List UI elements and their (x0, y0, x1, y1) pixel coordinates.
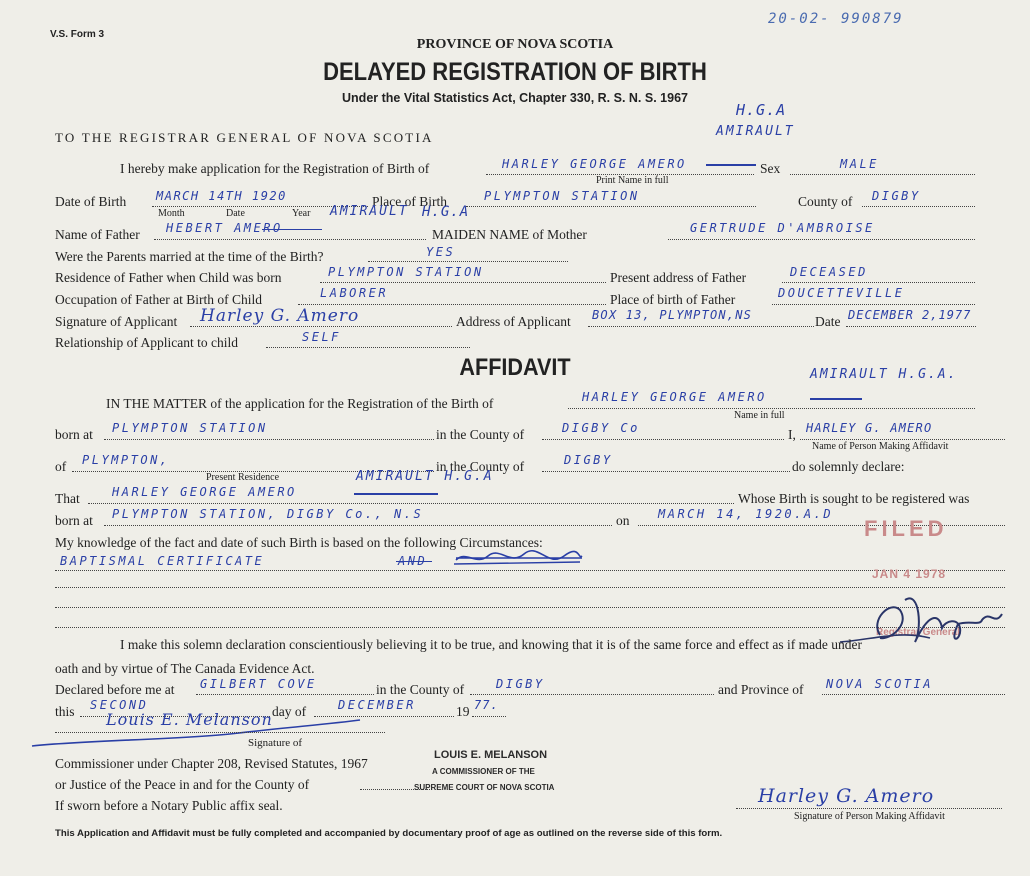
date-value: DECEMBER 2,1977 (848, 308, 972, 322)
county-field (862, 206, 975, 207)
month-field (314, 716, 454, 717)
married-label: Were the Parents married at the time of the Birth? (55, 249, 324, 264)
present-addr-value: DECEASED (790, 265, 868, 279)
pob-value: PLYMPTON STATION (484, 189, 640, 203)
year-prefix: 19 (456, 704, 470, 719)
page-subtitle: Under the Vital Statistics Act, Chapter 330, R. S. N. S. 1967 (342, 91, 688, 105)
pob-label: Place of Birth (372, 194, 447, 209)
father-birthplace-field (772, 304, 975, 305)
signature-field (190, 326, 452, 327)
i-label: I, (788, 427, 796, 442)
county2-value: DIGBY (564, 453, 613, 467)
that-strike (354, 493, 438, 495)
res-father-value: PLYMPTON STATION (328, 265, 484, 279)
circumstances-strike (396, 561, 432, 562)
form-number: V.S. Form 3 (50, 29, 105, 40)
scribble-icon (454, 546, 584, 570)
circumstances-line-1 (55, 570, 1005, 571)
circumstances-value: BAPTISMAL CERTIFICATE (60, 554, 265, 568)
circumstances-struck: AND (398, 554, 428, 568)
affidavit-heading: AFFIDAVIT (459, 354, 571, 381)
dob-label: Date of Birth (55, 194, 127, 209)
whose-label: Whose Birth is sought to be registered was (738, 491, 970, 506)
born-at2-value: PLYMPTON STATION, DIGBY Co., N.S (112, 507, 424, 521)
commissioner-flourish-icon (30, 718, 370, 752)
sex-field (790, 174, 975, 175)
father-initials: H.G.A (422, 204, 470, 220)
file-number: 20-02- 990879 (768, 11, 904, 27)
filed-stamp: FILED (864, 516, 948, 541)
declared-place-field (196, 694, 374, 695)
on-field (638, 525, 1005, 526)
present-addr-field (782, 282, 975, 283)
father-label: Name of Father (55, 227, 140, 242)
initials-top: H.G.A (736, 101, 787, 119)
sex-label: Sex (760, 161, 781, 176)
declaration-text-2: oath and by virtue of The Canada Evidence Act. (55, 661, 315, 676)
dob-value: MARCH 14TH 1920 (156, 189, 287, 203)
deponent-signature: Harley G. Amero (758, 785, 935, 807)
matter-correction: AMIRAULT H.G.A. (810, 367, 958, 382)
res-father-field (320, 282, 606, 283)
child-name-correction: AMIRAULT (716, 124, 795, 139)
born-at2-field (104, 525, 612, 526)
county2-label: in the County of (436, 459, 525, 474)
commissioner-signature: Louis E. Melanson (106, 710, 273, 729)
married-value: YES (426, 245, 456, 259)
footer-note: This Application and Affidavit must be fully completed and accompanied by documentary proof of age as outlined on the reverse side of this form. (55, 828, 723, 839)
commissioner-sig-line (55, 732, 385, 733)
born-at-field (104, 439, 434, 440)
commissioner-stamp-2: A COMMISSIONER OF THE (432, 767, 535, 776)
province-label: and Province of (718, 682, 804, 697)
matter-field (568, 408, 975, 409)
of-label: of (55, 459, 67, 474)
day-value: SECOND (90, 698, 149, 712)
father-birthplace-label: Place of birth of Father (610, 292, 736, 307)
signature-of-caption: Signature of (248, 737, 303, 749)
name-in-full-caption: Name in full (734, 410, 785, 421)
declared-place: GILBERT COVE (200, 677, 317, 691)
occupation-label: Occupation of Father at Birth of Child (55, 292, 262, 307)
matter-name: HARLEY GEORGE AMERO (582, 390, 767, 404)
this-label: this (55, 704, 75, 719)
that-value: HARLEY GEORGE AMERO (112, 485, 297, 499)
signature-label: Signature of Applicant (55, 314, 178, 329)
mother-value: GERTRUDE D'AMBROISE (690, 221, 875, 235)
county2-field (542, 471, 790, 472)
signature-value: Harley G. Amero (200, 306, 360, 326)
deponent-sig-line (736, 808, 1002, 809)
page-title: DELAYED REGISTRATION OF BIRTH (323, 58, 707, 86)
year-field (472, 716, 506, 717)
print-name-caption: Print Name in full (596, 175, 669, 186)
address-label: Address of Applicant (456, 314, 571, 329)
month-caption: Month (158, 208, 185, 219)
deponent-field (800, 439, 1005, 440)
relationship-field (266, 347, 470, 348)
matter-label: IN THE MATTER of the application for the Registration of the Birth of (106, 396, 494, 411)
father-field (154, 239, 426, 240)
father-birthplace-value: DOUCETTEVILLE (778, 286, 905, 300)
county-of-label: in the County of (436, 427, 525, 442)
that-correction: AMIRAULT H.G.A (356, 469, 494, 484)
year-value: 77. (474, 698, 499, 712)
father-correction: AMIRAULT (330, 204, 409, 219)
commissioner-stamp-3: SUPREME COURT OF NOVA SCOTIA (414, 783, 555, 792)
mother-field (668, 239, 975, 240)
father-value: HEBERT AMERO (166, 221, 283, 235)
date-caption: Date (226, 208, 245, 219)
province-heading: PROVINCE OF NOVA SCOTIA (416, 37, 614, 52)
occupation-field (298, 304, 606, 305)
res-father-label: Residence of Father when Child was born (55, 270, 282, 285)
county3-field (470, 694, 714, 695)
county-label: County of (798, 194, 853, 209)
province-field (822, 694, 1005, 695)
commissioner-line: Commissioner under Chapter 208, Revised Statutes, 1967 (55, 756, 368, 771)
deponent-name: HARLEY G. AMERO (806, 421, 933, 435)
occupation-value: LABORER (320, 286, 389, 300)
child-name-strike (706, 164, 756, 166)
of-value: PLYMPTON, (82, 453, 170, 467)
month-value: DECEMBER (338, 698, 416, 712)
county-value: DIGBY (872, 189, 921, 203)
on-label: on (616, 513, 630, 528)
matter-strike (810, 398, 862, 400)
justice-line: or Justice of the Peace in and for the County of (55, 777, 310, 792)
declared-label: Declared before me at (55, 682, 175, 697)
province-value: NOVA SCOTIA (826, 677, 933, 691)
county3-label: in the County of (376, 682, 465, 697)
county-of-field (542, 439, 784, 440)
deponent-sig-caption: Signature of Person Making Affidavit (794, 811, 945, 822)
married-field (368, 261, 568, 262)
day-of-label: day of (272, 704, 307, 719)
declare-label: do solemnly declare: (792, 459, 905, 474)
born-at-value: PLYMPTON STATION (112, 421, 268, 435)
intro-label: I hereby make application for the Registration of Birth of (120, 161, 430, 176)
declaration-text-1: I make this solemn declaration conscientiously believing it to be true, and knowing that it is of the same force and effect as if made under (120, 637, 863, 652)
address-field (588, 326, 814, 327)
date-label: Date (815, 314, 841, 329)
present-addr-label: Present address of Father (610, 270, 747, 285)
child-name-value: HARLEY GEORGE AMERO (502, 157, 687, 171)
relationship-label: Relationship of Applicant to child (55, 335, 238, 350)
born-at-label: born at (55, 427, 93, 442)
to-registrar-line: TO THE REGISTRAR GENERAL OF NOVA SCOTIA (55, 130, 434, 145)
address-value: BOX 13, PLYMPTON,NS (592, 308, 753, 322)
deponent-caption: Name of Person Making Affidavit (812, 441, 949, 452)
relationship-value: SELF (302, 330, 341, 344)
registrar-caption: Registrar General (876, 627, 960, 638)
on-value: MARCH 14, 1920.A.D (658, 507, 834, 521)
that-field (88, 503, 734, 504)
sex-value: MALE (840, 157, 879, 171)
mother-label: MAIDEN NAME of Mother (432, 227, 587, 242)
county3-value: DIGBY (496, 677, 545, 691)
commissioner-stamp-1: LOUIS E. MELANSON (434, 749, 548, 761)
pob-field (466, 206, 756, 207)
born-at2-label: born at (55, 513, 93, 528)
knowledge-label: My knowledge of the fact and date of such Birth is based on the following Circumstances: (55, 535, 543, 550)
filed-date-stamp: JAN 4 1978 (872, 567, 947, 581)
year-caption: Year (292, 208, 311, 219)
father-strike (262, 229, 322, 230)
present-res-caption: Present Residence (206, 472, 280, 483)
date-field (846, 326, 976, 327)
county-of-value: DIGBY Co (562, 421, 640, 435)
notary-line: If sworn before a Notary Public affix seal. (55, 798, 283, 813)
that-label: That (55, 491, 80, 506)
